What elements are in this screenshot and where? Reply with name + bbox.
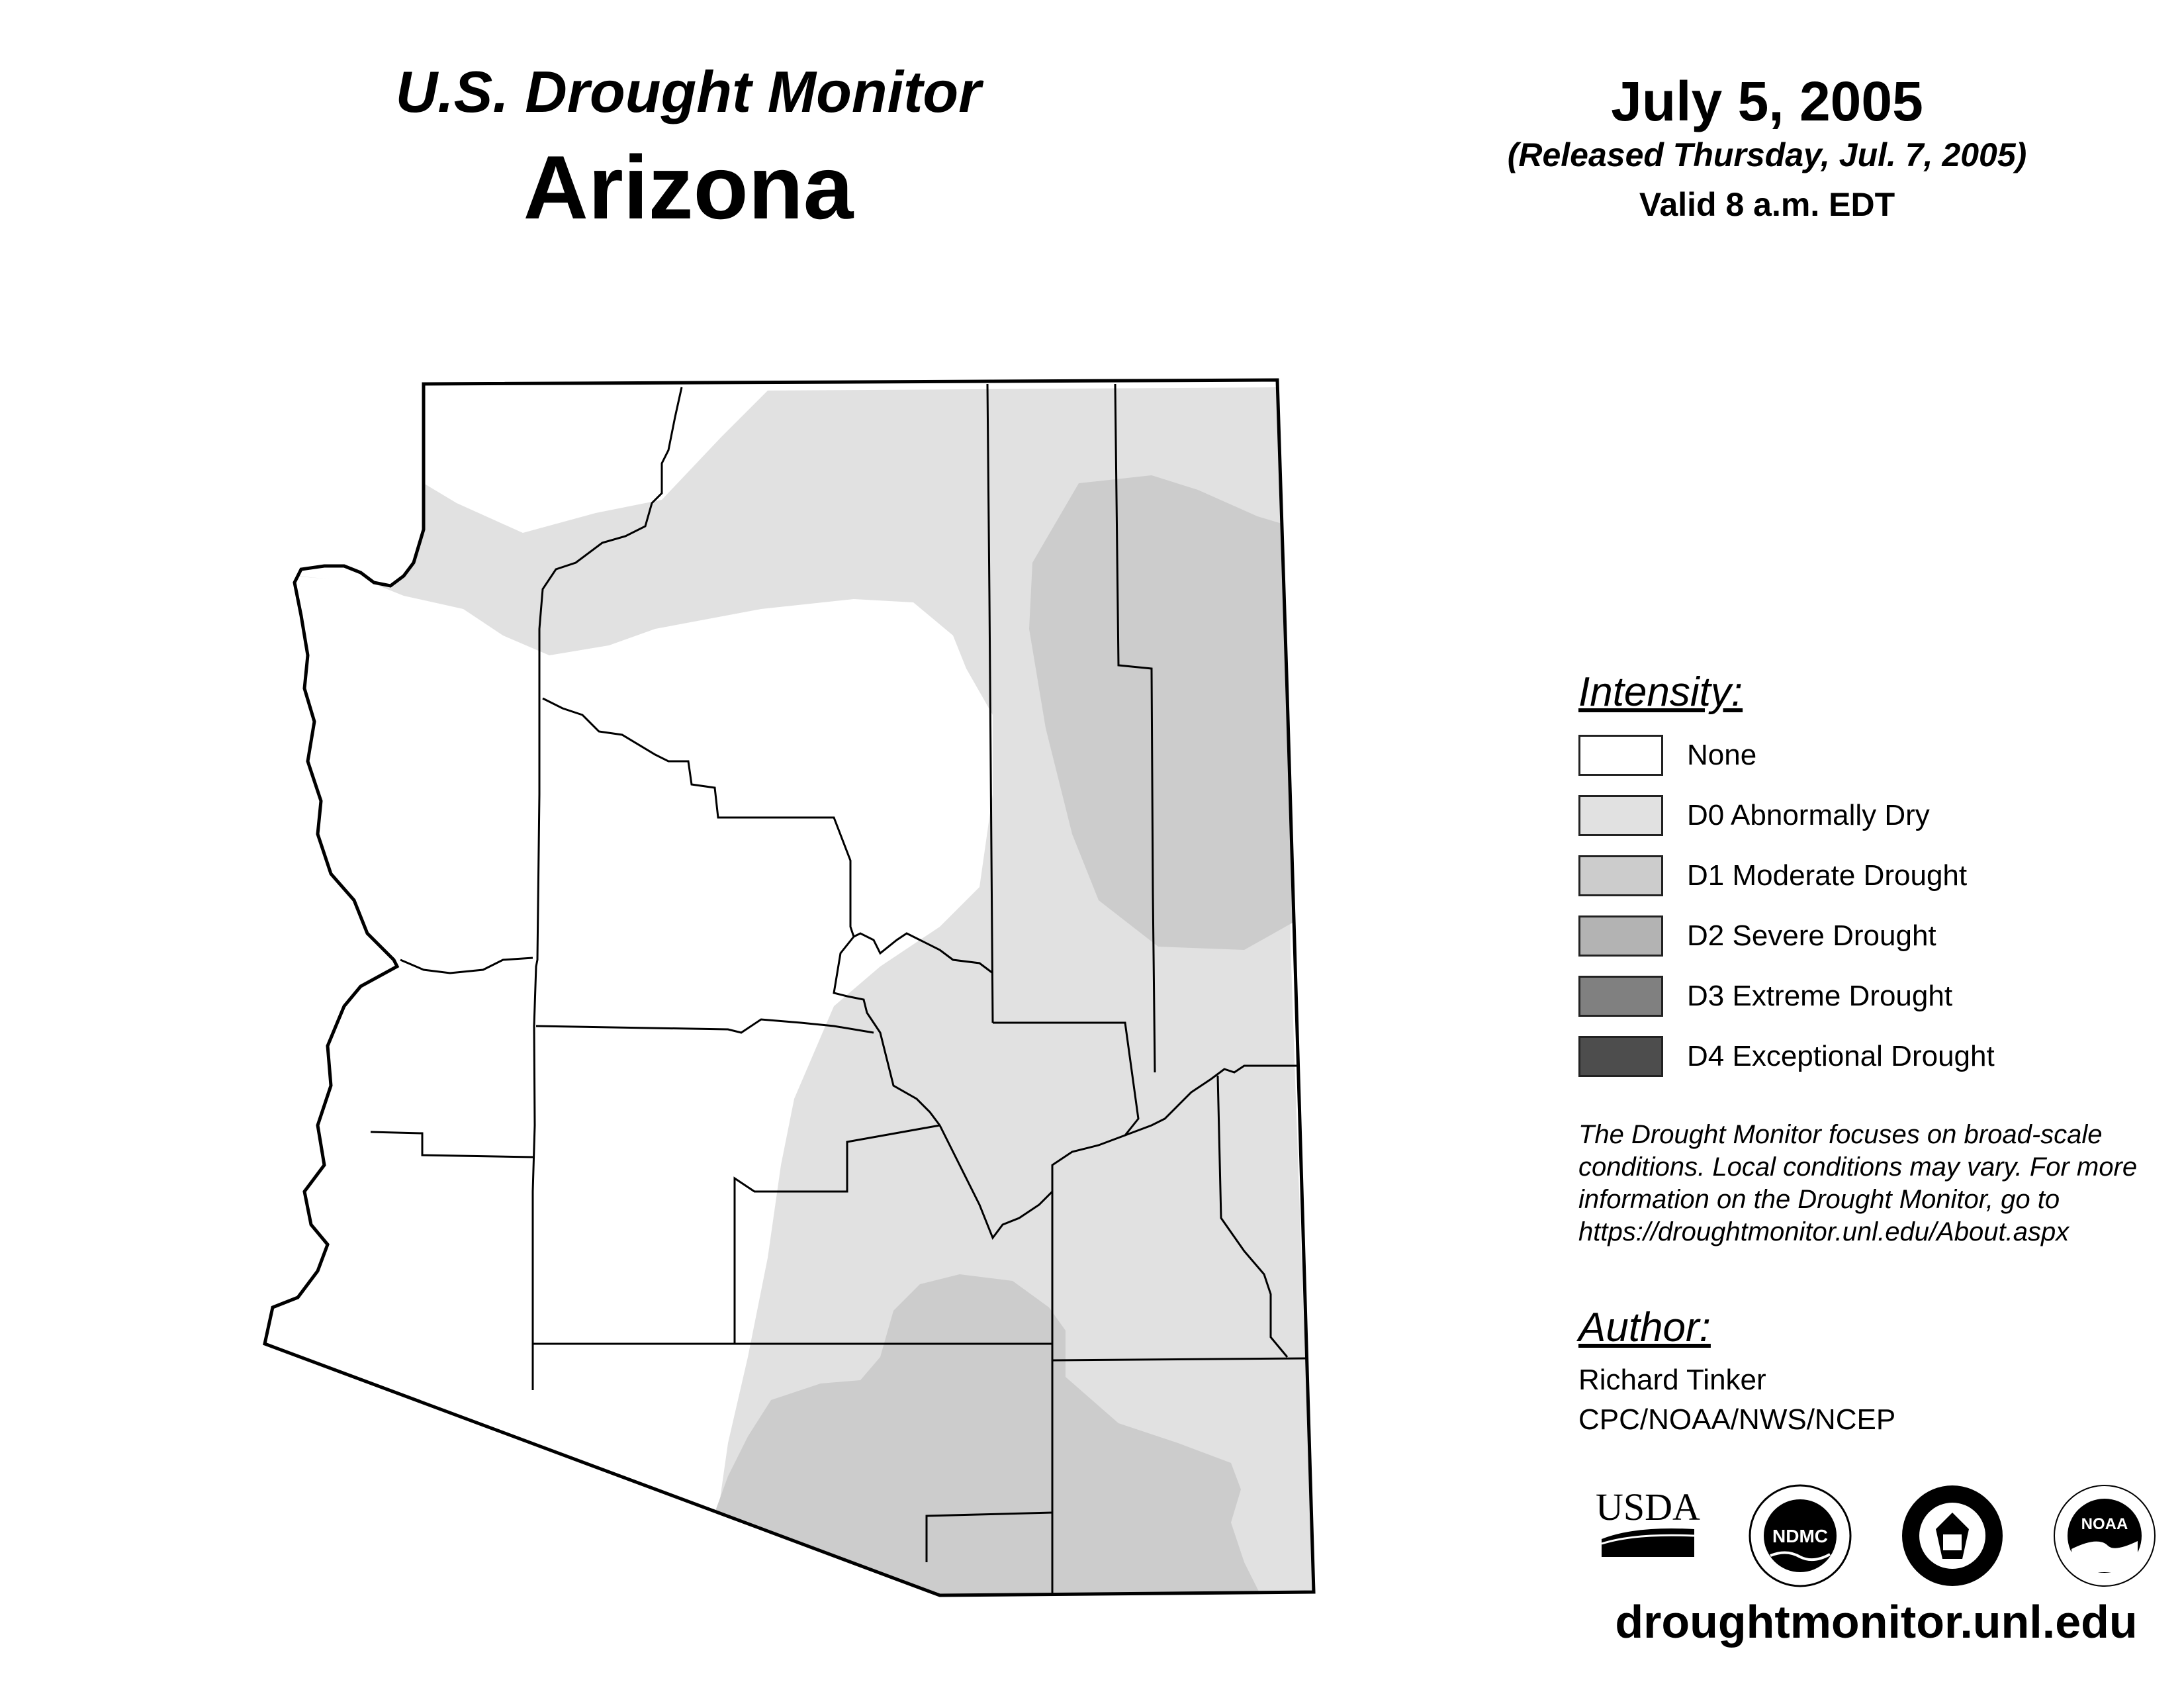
map-title: U.S. Drought Monitor bbox=[395, 59, 981, 124]
state-name: Arizona bbox=[523, 137, 854, 238]
noaa-logo bbox=[2052, 1483, 2158, 1589]
legend-label: D4 Exceptional Drought bbox=[1687, 1040, 1995, 1072]
legend-swatch bbox=[1578, 1036, 1663, 1077]
legend-swatch bbox=[1578, 735, 1663, 776]
valid-time: Valid 8 a.m. EDT bbox=[1639, 186, 1895, 223]
release-date: (Released Thursday, Jul. 7, 2005) bbox=[1507, 136, 2027, 173]
legend-item bbox=[1578, 914, 1936, 958]
legend-label: D2 Severe Drought bbox=[1687, 919, 1936, 952]
ndmc-logo bbox=[1747, 1483, 1853, 1589]
legend-label: D1 Moderate Drought bbox=[1687, 859, 1968, 892]
legend-label: D3 Extreme Drought bbox=[1687, 980, 1953, 1012]
legend-swatch bbox=[1578, 915, 1663, 957]
county-lapaz-yuma bbox=[371, 1132, 533, 1157]
website-url[interactable]: droughtmonitor.unl.edu bbox=[1615, 1596, 2138, 1648]
county-mohave-lapaz bbox=[400, 958, 533, 973]
legend-swatch bbox=[1578, 795, 1663, 836]
legend-label: None bbox=[1687, 739, 1757, 771]
legend-swatch bbox=[1578, 855, 1663, 896]
legend-item bbox=[1578, 733, 1756, 777]
legend-item bbox=[1578, 974, 1952, 1018]
commerce-seal bbox=[1899, 1483, 2005, 1589]
legend-item bbox=[1578, 854, 1967, 898]
svg-text:NOAA: NOAA bbox=[2081, 1515, 2128, 1533]
legend-item bbox=[1578, 794, 1930, 837]
svg-text:USDA: USDA bbox=[1596, 1485, 1700, 1528]
author-title: Author: bbox=[1578, 1305, 1711, 1350]
legend-label: D0 Abnormally Dry bbox=[1687, 799, 1930, 831]
author-org: CPC/NOAA/NWS/NCEP bbox=[1578, 1403, 1896, 1436]
drought-areas bbox=[285, 387, 1317, 1602]
legend-swatch bbox=[1578, 976, 1663, 1017]
county-maricopa-north bbox=[536, 1019, 874, 1033]
legend-item bbox=[1578, 1035, 1995, 1078]
legend-title: Intensity: bbox=[1578, 669, 1743, 715]
usda-logo bbox=[1595, 1483, 1701, 1562]
map-date: July 5, 2005 bbox=[1611, 70, 1923, 132]
author-name: Richard Tinker bbox=[1578, 1364, 1766, 1396]
svg-text:NDMC: NDMC bbox=[1772, 1526, 1828, 1546]
county-yavapai-north bbox=[543, 698, 993, 973]
disclaimer-note: The Drought Monitor focuses on broad-scale conditions. Local conditions may vary. For more information on the Drought Monitor, go to https://droughtmonitor.unl.edu/About.aspx bbox=[1578, 1120, 2138, 1246]
